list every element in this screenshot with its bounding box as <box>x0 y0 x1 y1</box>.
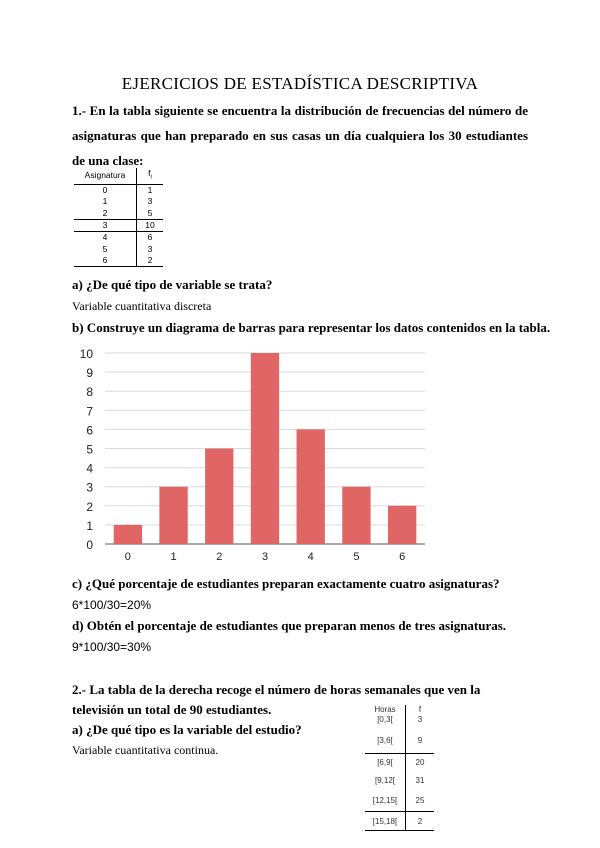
y-tick-label: 1 <box>86 518 93 533</box>
exercise-1-statement: 1.- En la tabla siguiente se encuentra la distribución de frecuencias del número de asignaturas que han preparado en sus casas un día cualquiera los 30 estudiantes de una clase: <box>72 103 528 168</box>
bar-chart <box>80 340 440 565</box>
table-cell: 9 <box>406 727 435 754</box>
table-row <box>365 727 434 754</box>
bar <box>342 487 370 544</box>
table-cell: [0,3[ <box>377 715 393 724</box>
y-tick-label: 4 <box>86 461 93 476</box>
frequency-table-2 <box>365 705 434 831</box>
x-tick-label: 0 <box>124 551 131 563</box>
table-cell: 2 <box>74 207 137 219</box>
table-row <box>74 244 163 255</box>
table-cell: 31 <box>406 771 435 789</box>
y-tick-label: 10 <box>80 347 93 361</box>
table-cell: [15,18[ <box>365 812 406 831</box>
answer-1a: Variable cuantitativa discreta <box>72 299 212 313</box>
table-cell: 5 <box>137 207 164 219</box>
question-1a: a) ¿De qué tipo de variable se trata? <box>72 277 273 292</box>
question-1d: d) Obtén el porcentaje de estudiantes que preparan menos de tres asignaturas. <box>72 618 507 633</box>
table-cell: [12,15[ <box>365 789 406 812</box>
bar <box>159 487 187 544</box>
y-tick-label: 7 <box>86 404 93 419</box>
answer-2a: Variable cuantitativa continua. <box>72 743 219 757</box>
table-header-asignatura: Asignatura <box>74 168 137 184</box>
answer-1d: 9*100/30=30% <box>72 640 152 654</box>
table-row <box>74 207 163 219</box>
table-cell: 3 <box>137 196 164 207</box>
frequency-table-1 <box>74 168 163 267</box>
table-row <box>365 789 434 812</box>
answer-1c: 6*100/30=20% <box>72 598 152 612</box>
table-header-fi: $f_i$ <box>137 168 164 184</box>
y-tick-label: 9 <box>86 366 93 381</box>
table-row <box>365 812 434 831</box>
table-row <box>74 184 163 196</box>
table-cell: 1 <box>102 196 108 207</box>
bar <box>388 506 416 544</box>
table-header-horas: Horas <box>374 705 396 714</box>
y-tick-label: 6 <box>86 423 93 438</box>
x-tick-label: 2 <box>216 551 223 563</box>
y-tick-label: 8 <box>86 385 93 400</box>
table-cell: 2 <box>406 812 435 831</box>
table-cell: 3 <box>406 715 435 727</box>
table-cell: [3,6[ <box>365 727 406 754</box>
table-cell: 2 <box>137 255 164 267</box>
x-tick-label: 1 <box>170 551 177 563</box>
question-1b: b) Construye un diagrama de barras para representar los datos contenidos en la tabla. <box>72 320 551 335</box>
table-cell: [9,12[ <box>374 775 395 785</box>
y-tick-label: 0 <box>86 538 93 552</box>
table-cell: 5 <box>102 243 108 254</box>
table-row <box>74 255 163 267</box>
bar <box>297 429 325 544</box>
question-2a: a) ¿De qué tipo es la variable del estudio? <box>72 722 302 737</box>
y-tick-label: 3 <box>86 480 93 495</box>
x-tick-label: 6 <box>399 551 406 563</box>
table-cell: 3 <box>74 219 137 231</box>
table-cell: 10 <box>137 219 164 231</box>
table-cell: 1 <box>137 184 164 196</box>
table-cell: 3 <box>137 244 164 255</box>
table-row <box>74 232 163 244</box>
table-cell: [6,9[ <box>377 758 393 767</box>
table-row <box>74 196 163 207</box>
table-row <box>365 771 434 789</box>
table-cell: 4 <box>102 232 108 243</box>
table-header-f: f <box>406 705 435 715</box>
exercise-2-statement: 2.- La tabla de la derecha recoge el número de horas semanales que ven la televisión un total de 90 estudiantes. <box>72 682 481 717</box>
question-1c: c) ¿Qué porcentaje de estudiantes preparan exactamente cuatro asignaturas? <box>72 576 500 591</box>
y-tick-label: 2 <box>86 499 93 514</box>
table-cell: 0 <box>102 184 108 195</box>
table-cell: 20 <box>406 754 435 772</box>
x-tick-label: 4 <box>307 551 314 563</box>
table-cell: 6 <box>74 255 137 267</box>
table-cell: 6 <box>137 232 164 244</box>
page-title: EJERCICIOS DE ESTADÍSTICA DESCRIPTIVA <box>121 74 479 93</box>
bar <box>205 449 233 545</box>
y-tick-label: 5 <box>86 442 93 457</box>
table-row <box>74 219 163 231</box>
table-row <box>365 754 434 772</box>
bar <box>251 353 279 544</box>
table-row <box>365 715 434 727</box>
x-tick-label: 5 <box>353 551 360 563</box>
table-cell: 25 <box>406 789 435 812</box>
x-tick-label: 3 <box>261 551 269 563</box>
bar <box>114 525 142 544</box>
